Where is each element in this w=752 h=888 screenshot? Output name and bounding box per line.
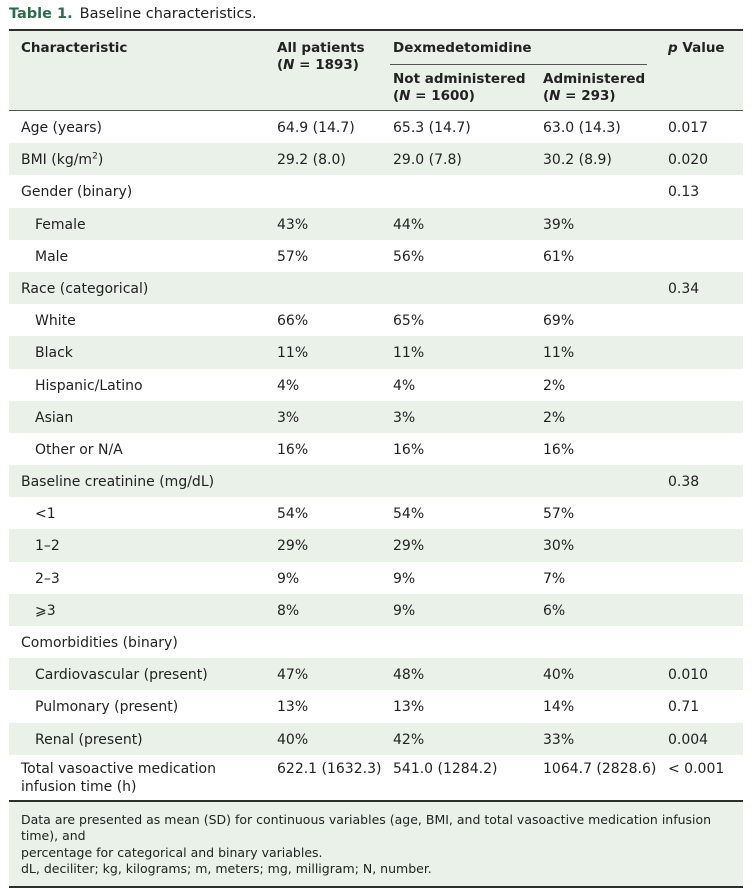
cell-all-patients: 3% (277, 409, 300, 426)
cell-p-value: 0.71 (668, 699, 700, 716)
cell-all-patients: 29.2 (8.0) (277, 152, 346, 169)
table-row (9, 433, 743, 465)
cell-administered: 11% (543, 345, 575, 362)
row-label: Female (35, 216, 86, 233)
row-label: Other or N/A (35, 441, 123, 458)
cell-not-administered: 54% (393, 506, 425, 523)
header-administered (543, 71, 645, 105)
footnote-line: percentage for categorical and binary variables. (21, 844, 323, 860)
row-label-line2: infusion time (h) (21, 778, 137, 795)
header-not-administered-n-value: = 1600) (410, 88, 475, 104)
header-all-patients-n-prefix: ( (277, 57, 284, 73)
row-label (21, 151, 103, 169)
header-administered-label: Administered (543, 71, 646, 87)
cell-not-administered: 11% (393, 345, 425, 362)
table-row (9, 594, 743, 626)
cell-p-value: 0.010 (668, 667, 709, 684)
cell-all-patients: 11% (277, 345, 309, 362)
cell-administered: 30.2 (8.9) (543, 152, 612, 169)
cell-all-patients: 64.9 (14.7) (277, 120, 355, 136)
table-row (9, 304, 743, 336)
header-all-patients (277, 40, 365, 74)
cell-administered: 7% (543, 570, 566, 587)
table-row (9, 369, 743, 401)
cell-administered: 61% (543, 248, 575, 265)
cell-not-administered: 29% (393, 538, 425, 555)
header-not-administered (393, 71, 526, 105)
cell-p-value: 0.34 (668, 280, 700, 297)
table-row (9, 465, 743, 497)
header-all-patients-label: All patients (277, 40, 365, 56)
cell-all-patients: 47% (277, 667, 309, 684)
table-row (9, 755, 743, 800)
table-row (9, 336, 743, 368)
cell-not-administered: 65.3 (14.7) (393, 120, 471, 136)
header-p-label: Value (677, 40, 725, 56)
header-characteristic: Characteristic (21, 40, 128, 56)
header-administered-n-value: = 293) (560, 88, 616, 104)
cell-all-patients: 43% (277, 216, 309, 233)
row-label: Age (years) (21, 120, 102, 136)
cell-all-patients: 40% (277, 731, 309, 748)
header-all-patients-n-var: N (283, 57, 295, 73)
table-row (9, 208, 743, 240)
header-administered-n-prefix: ( (543, 88, 550, 104)
row-label-line1: Total vasoactive medication (21, 760, 216, 777)
cell-not-administered: 541.0 (1284.2) (393, 760, 498, 777)
header-not-administered-label: Not administered (393, 71, 526, 87)
cell-administered: 14% (543, 699, 575, 716)
header-all-patients-n (277, 57, 365, 74)
cell-not-administered: 9% (393, 602, 416, 619)
table-row (9, 562, 743, 594)
cell-all-patients: 66% (277, 313, 309, 330)
row-label: Baseline creatinine (mg/dL) (21, 474, 215, 491)
table-caption-label: Table 1. (9, 6, 73, 22)
row-label (21, 760, 216, 796)
table-row (9, 143, 743, 175)
cell-administered: 40% (543, 667, 575, 684)
cell-administered: 2% (543, 377, 566, 394)
cell-administered: 2% (543, 409, 566, 426)
cell-not-administered: 29.0 (7.8) (393, 152, 462, 169)
cell-all-patients: 9% (277, 570, 300, 587)
cell-not-administered: 9% (393, 570, 416, 587)
row-label: Black (35, 345, 73, 362)
table-row (9, 658, 743, 690)
table-footnote (9, 802, 743, 886)
row-label: Asian (35, 409, 74, 426)
cell-p-value: 0.017 (668, 120, 709, 136)
row-label: Male (35, 248, 69, 265)
table-body (9, 111, 743, 800)
row-label: Renal (present) (35, 731, 143, 748)
footnote-line: Data are presented as mean (SD) for continuous variables (age, BMI, and total vasoactive medication infusion time), and (21, 811, 712, 844)
cell-not-administered: 44% (393, 216, 425, 233)
cell-administered: 6% (543, 602, 566, 619)
cell-all-patients: 16% (277, 441, 309, 458)
header-p-var: p (668, 40, 678, 56)
cell-not-administered: 3% (393, 409, 416, 426)
cell-all-patients: 54% (277, 506, 309, 523)
cell-administered: 1064.7 (2828.6) (543, 760, 657, 777)
cell-administered: 39% (543, 216, 575, 233)
cell-all-patients: 8% (277, 602, 300, 619)
row-label: <1 (35, 506, 56, 523)
cell-administered: 16% (543, 441, 575, 458)
cell-administered: 30% (543, 538, 575, 555)
row-label: Race (categorical) (21, 280, 149, 297)
cell-not-administered: 16% (393, 441, 425, 458)
row-label: Cardiovascular (present) (35, 667, 208, 684)
header-all-patients-n-value: = 1893) (294, 57, 359, 73)
table-row (9, 401, 743, 433)
cell-not-administered: 4% (393, 377, 416, 394)
row-label: Pulmonary (present) (35, 699, 179, 716)
table-row (9, 626, 743, 658)
row-label-text: BMI (kg/m (21, 152, 93, 169)
row-label: 2–3 (35, 570, 60, 587)
cell-administered: 63.0 (14.3) (543, 120, 621, 136)
row-label: Comorbidities (binary) (21, 635, 178, 651)
header-group-rule (390, 64, 647, 65)
cell-administered: 57% (543, 506, 575, 523)
table-row (9, 529, 743, 561)
cell-not-administered: 48% (393, 667, 425, 684)
header-not-administered-n-prefix: ( (393, 88, 400, 104)
footnote-abbreviations: dL, deciliter; kg, kilograms; m, meters; mg, milligram; N, number. (21, 861, 432, 877)
header-not-administered-n-var: N (399, 88, 411, 104)
cell-all-patients: 29% (277, 538, 309, 555)
footnote-bottom-rule (9, 886, 743, 888)
cell-administered: 33% (543, 731, 575, 748)
header-administered-n (543, 88, 645, 105)
row-label: 1–2 (35, 538, 60, 555)
table-row (9, 723, 743, 755)
table-row (9, 240, 743, 272)
cell-p-value: < 0.001 (668, 760, 725, 777)
cell-not-administered: 13% (393, 699, 425, 716)
header-p-value (668, 40, 725, 57)
cell-all-patients: 57% (277, 248, 309, 265)
table-row (9, 497, 743, 529)
table-row (9, 111, 743, 143)
cell-not-administered: 42% (393, 731, 425, 748)
table-row (9, 690, 743, 722)
table-header (9, 31, 743, 111)
baseline-table (9, 29, 743, 888)
header-not-administered-n (393, 88, 526, 105)
table-caption (9, 6, 257, 22)
cell-all-patients: 13% (277, 699, 309, 716)
cell-p-value: 0.020 (668, 152, 709, 169)
table-caption-text: Baseline characteristics. (79, 6, 257, 22)
row-label: Gender (binary) (21, 184, 133, 201)
cell-not-administered: 56% (393, 248, 425, 265)
cell-p-value: 0.13 (668, 184, 700, 201)
cell-all-patients: 622.1 (1632.3) (277, 760, 382, 777)
header-dexmedetomidine: Dexmedetomidine (393, 40, 532, 56)
row-label: White (35, 313, 76, 330)
cell-administered: 69% (543, 313, 575, 330)
table-row (9, 175, 743, 207)
row-label-superscript: 2 (92, 151, 98, 162)
header-administered-n-var: N (549, 88, 561, 104)
table-row (9, 272, 743, 304)
cell-not-administered: 65% (393, 313, 425, 330)
row-label: Hispanic/Latino (35, 377, 143, 394)
cell-p-value: 0.004 (668, 731, 709, 748)
row-label: ⩾3 (35, 602, 56, 619)
cell-p-value: 0.38 (668, 474, 700, 491)
cell-all-patients: 4% (277, 377, 300, 394)
row-label-suffix: ) (97, 152, 104, 169)
